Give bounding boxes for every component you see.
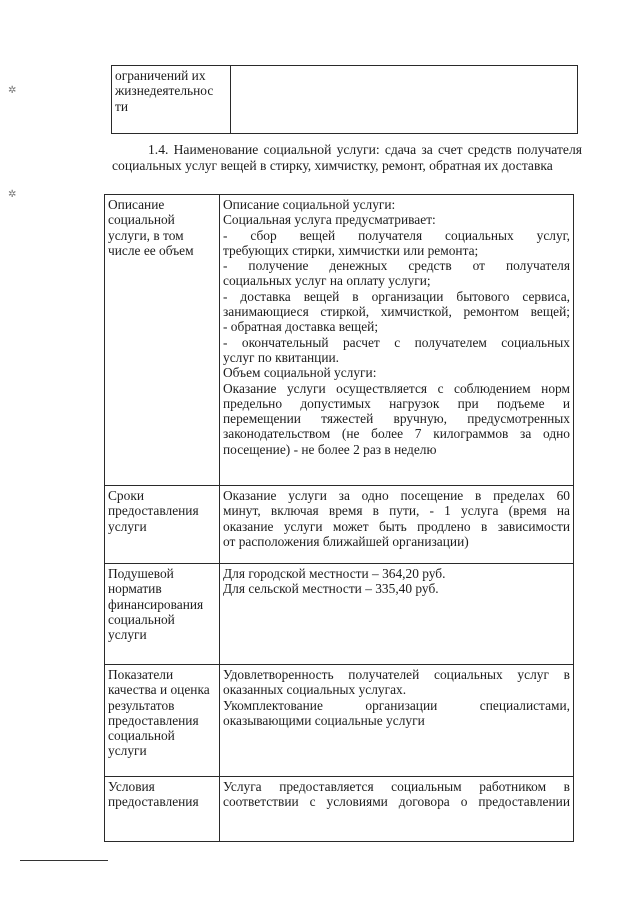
row-label-line: финансирования	[108, 596, 204, 612]
table-row	[105, 195, 574, 486]
row-label-line: результатов	[108, 697, 175, 713]
service-table	[104, 194, 574, 842]
row-content-line: посещение) - не более 2 раз в неделю	[223, 441, 437, 457]
row-content-line: занимающиеся стиркой, химчисткой, ремонтом вещей;	[223, 304, 570, 320]
scan-speck: ✲	[8, 189, 17, 200]
row-label-line: предоставления	[108, 503, 199, 519]
row-content-line: оказанных социальных услугах.	[223, 682, 407, 698]
row-content-line: Укомплектование организации специалистами,	[223, 697, 570, 713]
row-label-line: предоставления	[108, 794, 199, 810]
row-label-line: услуги	[108, 627, 147, 643]
row-label-line: Показатели	[108, 667, 174, 682]
heading-line: 1.4. Наименование социальной услуги: сдача за счет средств получателя	[148, 142, 582, 157]
row-content-cell	[220, 564, 574, 665]
row-content-cell	[231, 66, 578, 134]
row-content-line: оказывающими социальные услуги	[223, 712, 425, 728]
row-content-cell	[220, 777, 574, 842]
row-label-cell	[105, 777, 220, 842]
row-content-line: перемещении тяжестей вручную, предусмотренных	[223, 411, 570, 427]
row-label-cell	[105, 195, 220, 486]
table-row	[105, 665, 574, 777]
row-label-line: ти	[115, 98, 129, 114]
row-content-line: от расположения ближайшей организации)	[223, 533, 469, 549]
row-content-line: - окончательный расчет с получателем социальных	[223, 334, 570, 350]
row-label-line: предоставления	[108, 712, 199, 728]
row-label-line: социальной	[108, 728, 175, 744]
footer-rule	[20, 860, 108, 861]
row-content-line: Для сельской местности – 335,40 руб.	[223, 581, 439, 597]
row-label-line: социальной	[108, 212, 175, 228]
row-content-cell	[220, 665, 574, 777]
heading-line: социальных услуг вещей в стирку, химчистку, ремонт, обратная их доставка	[112, 158, 553, 173]
table-row	[105, 564, 574, 665]
table-row	[105, 486, 574, 564]
row-label-cell	[105, 665, 220, 777]
row-content-line: законодательством (не более 7 килограммов за одно	[223, 426, 570, 442]
row-content-line: услуг по квитанции.	[223, 349, 340, 365]
row-content-line: Для городской местности – 364,20 руб.	[223, 566, 446, 581]
row-content-line: - получение денежных средств от получателя	[223, 258, 570, 274]
row-content-line: Услуга предоставляется социальным работником в	[223, 779, 570, 794]
row-content-line: минут, включая время в пути, - 1 услуга (время на	[223, 503, 570, 519]
row-content-line: - обратная доставка вещей;	[223, 319, 379, 335]
row-content-line: соответствии с условиями договора о предоставлении	[223, 794, 570, 810]
row-content-line: Оказание услуги осуществляется с соблюдением норм	[223, 380, 570, 396]
row-content-line: Удовлетворенность получателей социальных услуг в	[223, 667, 570, 682]
row-content-line: оказание услуги может быть продлено в зависимости	[223, 518, 570, 534]
row-label-line: Сроки	[108, 488, 144, 503]
row-label-line: социальной	[108, 611, 175, 627]
row-label-line: Описание	[108, 197, 165, 212]
row-label-line: норматив	[108, 581, 162, 597]
row-content-line: Оказание услуги за одно посещение в пределах 60	[223, 488, 570, 503]
row-content-line: Описание социальной услуги:	[223, 197, 396, 212]
table-row	[105, 777, 574, 842]
row-label-line: Условия	[108, 779, 155, 794]
row-content-cell	[220, 486, 574, 564]
continued-table	[111, 65, 578, 134]
row-content-line: Социальная услуга предусматривает:	[223, 212, 436, 228]
row-label-cell	[105, 564, 220, 665]
section-heading	[112, 142, 582, 174]
row-label-line: жизнедеятельнос	[115, 83, 214, 99]
row-content-line: - доставка вещей в организации бытового сервиса,	[223, 288, 570, 304]
row-label-cell	[112, 66, 231, 134]
row-label-line: ограничений их	[115, 68, 206, 83]
row-content-line: - сбор вещей получателя социальных услуг,	[223, 227, 570, 243]
row-content-line: предельно допустимых нагрузок при подъеме и	[223, 395, 570, 411]
row-label-line: услуги	[108, 743, 147, 759]
row-label-line: качества и оценка	[108, 682, 210, 698]
row-content-line: социальных услуг на оплату услуги;	[223, 273, 431, 289]
row-content-line: требующих стирки, химчистки или ремонта;	[223, 242, 479, 258]
row-label-line: числе ее объем	[108, 242, 194, 258]
row-label-line: услуги, в том	[108, 227, 184, 243]
table-row	[112, 66, 578, 134]
row-content-line: Объем социальной услуги:	[223, 365, 377, 381]
row-label-line: Подушевой	[108, 566, 174, 581]
scan-speck: ✲	[8, 85, 17, 96]
row-label-line: услуги	[108, 518, 147, 534]
row-label-cell	[105, 486, 220, 564]
row-content-cell	[220, 195, 574, 486]
